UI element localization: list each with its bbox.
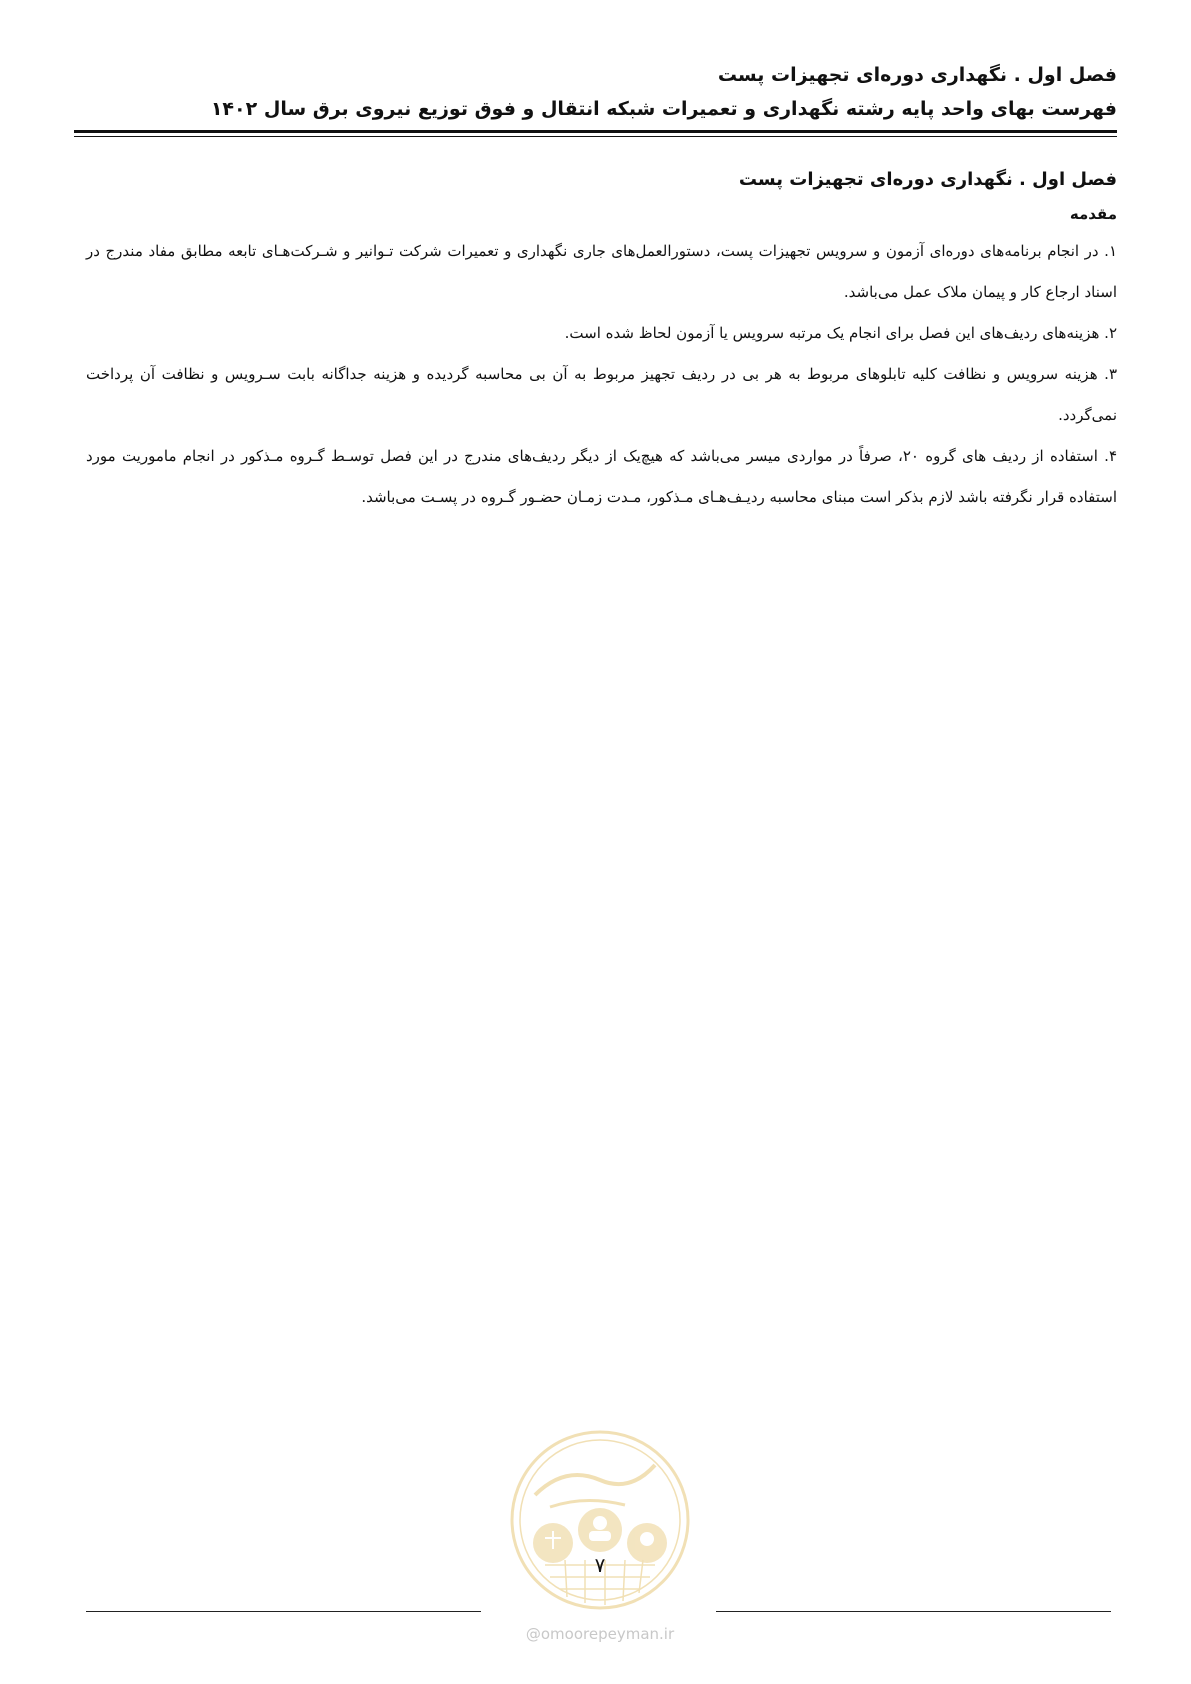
page-number: ۷ <box>594 1553 606 1577</box>
footer-rule-right <box>716 1611 1111 1612</box>
header-chapter-title: فصل اول . نگهداری دوره‌ای تجهیزات پست <box>717 64 1117 86</box>
site-handle-watermark: @omoorepeyman.ir <box>525 1625 675 1643</box>
watermark-script-stroke <box>535 1465 655 1495</box>
footer-rule <box>86 1611 1111 1612</box>
page-body <box>86 165 1117 518</box>
paragraph-4: ۴. استفاده از ردیف های گروه ۲۰، صرفاً در مواردی میسر می‌باشد که هیچ‌یک از دیگر ردیف‌های مندرج در این فصل توسـط گـروه مـذکور در انجام ماموریت مورد استفاده قرار نگرفته باشد لازم بذکر است مبنای محاسبه ردیـف‌هـای مـذکور، مـدت زمـان حضـور گـروه در پسـت می‌باشد. <box>86 447 1117 506</box>
header-rule-thin <box>74 136 1117 137</box>
running-header <box>74 58 1117 126</box>
intro-label: مقدمه <box>1069 205 1117 223</box>
paragraph-2: ۲. هزینه‌های ردیف‌های این فصل برای انجام یک مرتبه سرویس یا آزمون لحاظ شده است. <box>564 324 1117 342</box>
section-title: فصل اول . نگهداری دوره‌ای تجهیزات پست <box>738 169 1117 190</box>
watermark-script-stroke-2 <box>550 1500 625 1507</box>
footer-rule-left <box>86 1611 481 1612</box>
header-rule-thick <box>74 130 1117 133</box>
paragraph-1: ۱. در انجام برنامه‌های دوره‌ای آزمون و سرویس تجهیزات پست، دستورالعمل‌های جاری نگهداری و تعمیرات شرکت تـوانیر و شـرکت‌هـای تابعه مطابق مفاد مندرج در اسناد ارجاع کار و پیمان ملاک عمل می‌باشد. <box>86 242 1117 301</box>
watermark-person-icon <box>593 1516 607 1530</box>
watermark-logo <box>505 1425 695 1615</box>
paragraph-3: ۳. هزینه سرویس و نظافت کلیه تابلوهای مربوط به هر بی در ردیف تجهیز مربوط به آن بی محاسبه گردیده و هزینه جداگانه بابت سـرویس و نظافت آن پرداخت نمی‌گردد. <box>86 365 1117 424</box>
header-document-title: فهرست بهای واحد پایه رشته نگهداری و تعمیرات شبکه انتقال و فوق توزیع نیروی برق سال ۱۴۰۲ <box>210 98 1117 120</box>
